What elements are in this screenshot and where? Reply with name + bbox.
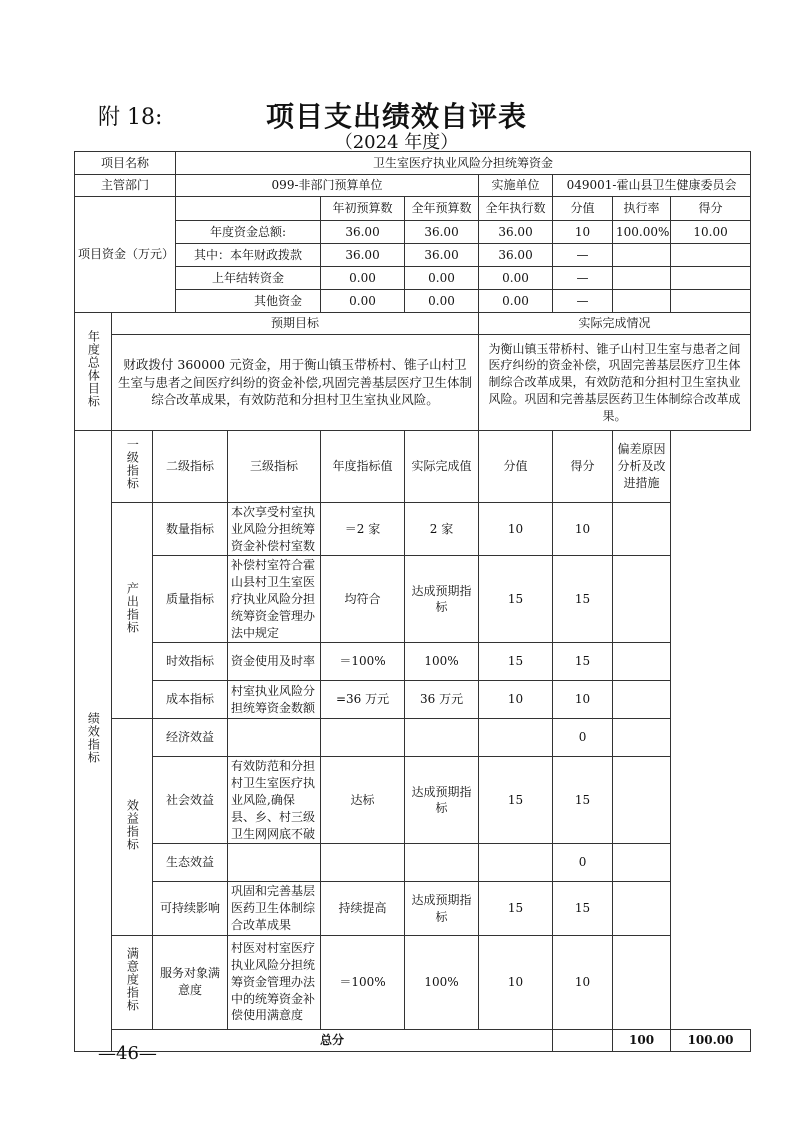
funds-cell xyxy=(671,244,751,267)
target-cell: ＝2 家 xyxy=(321,503,405,556)
funds-cell: 0.00 xyxy=(321,267,405,290)
actual-cell: 2 家 xyxy=(405,503,479,556)
level3-cell: 村室执业风险分担统筹资金数额 xyxy=(228,681,321,719)
actual-goal: 为衡山镇玉带桥村、锥子山村卫生室与患者之间医疗纠纷的资金补偿，巩固完善基层医疗卫生体制综合改革成果，有效防范和分担村卫生室执业风险。巩固和完善基层医药卫生体制综合改革成果。 xyxy=(479,335,751,431)
funds-cell xyxy=(613,244,671,267)
level3-cell: 村医对村室医疗执业风险分担统筹资金管理办法中的统筹资金补偿使用满意度 xyxy=(228,935,321,1029)
note-cell xyxy=(613,556,671,643)
actual-cell: 36 万元 xyxy=(405,681,479,719)
target-cell: 达标 xyxy=(321,757,405,844)
indicator-row xyxy=(75,681,751,719)
got-cell: 15 xyxy=(553,757,613,844)
page-title: 项目支出绩效自评表 xyxy=(265,100,527,133)
funds-cell xyxy=(613,267,671,290)
indicator-header: 年度指标值 xyxy=(321,431,405,503)
funds-header: 年初预算数 xyxy=(321,197,405,221)
level3-cell: 巩固和完善基层医药卫生体制综合改革成果 xyxy=(228,882,321,935)
funds-cell: 0.00 xyxy=(321,290,405,313)
funds-cell: 0.00 xyxy=(405,290,479,313)
indicator-header xyxy=(112,431,153,503)
goals-row xyxy=(75,335,751,431)
note-cell xyxy=(613,503,671,556)
goals-label-text: 年度总体目标 xyxy=(86,330,101,409)
total-label: 总分 xyxy=(112,1029,553,1051)
indicator-row xyxy=(75,844,751,882)
level2-cell: 服务对象满意度 xyxy=(153,935,228,1029)
level2-cell: 社会效益 xyxy=(153,757,228,844)
funds-cell: 36.00 xyxy=(321,221,405,244)
level1-text: 产出指标 xyxy=(125,582,140,635)
actual-cell: 达成预期指标 xyxy=(405,556,479,643)
level1-text: 效益指标 xyxy=(125,798,140,851)
level3-cell: 资金使用及时率 xyxy=(228,643,321,681)
indicators-label xyxy=(75,431,112,1052)
funds-header: 得分 xyxy=(671,197,751,221)
score-cell: 15 xyxy=(479,757,553,844)
score-cell: 15 xyxy=(479,882,553,935)
note-cell xyxy=(613,719,671,757)
actual-cell: 100% xyxy=(405,935,479,1029)
funds-header: 全年执行数 xyxy=(479,197,553,221)
level2-cell: 时效指标 xyxy=(153,643,228,681)
target-cell: ＝100% xyxy=(321,643,405,681)
project-name-label: 项目名称 xyxy=(75,152,176,175)
indicator-row xyxy=(75,882,751,935)
indicator-header-row xyxy=(75,431,751,503)
funds-cell: 36.00 xyxy=(405,221,479,244)
target-cell: =36 万元 xyxy=(321,681,405,719)
indicator-header: 实际完成值 xyxy=(405,431,479,503)
actual-cell: 达成预期指标 xyxy=(405,882,479,935)
funds-cell: 10.00 xyxy=(671,221,751,244)
indicator-header: 分值 xyxy=(479,431,553,503)
actual-label: 实际完成情况 xyxy=(479,313,751,335)
note-cell xyxy=(613,935,671,1029)
funds-row-name: 其中：本年财政拨款 xyxy=(176,244,321,267)
funds-row-name: 其他资金 xyxy=(176,290,321,313)
indicator-header: 得分 xyxy=(553,431,613,503)
funds-header: 全年预算数 xyxy=(405,197,479,221)
level2-cell: 可持续影响 xyxy=(153,882,228,935)
indicator-header-text: 一级指标 xyxy=(125,438,140,491)
total-score: 100 xyxy=(613,1029,671,1051)
got-cell: 15 xyxy=(553,643,613,681)
impl-value: 049001-霍山县卫生健康委员会 xyxy=(553,175,751,197)
total-got: 100.00 xyxy=(671,1029,751,1051)
actual-cell xyxy=(405,719,479,757)
indicator-header: 三级指标 xyxy=(228,431,321,503)
funds-header: 分值 xyxy=(553,197,613,221)
funds-row xyxy=(75,244,751,267)
level1-text: 满意度指标 xyxy=(125,947,140,1013)
indicator-row xyxy=(75,503,751,556)
score-cell: 10 xyxy=(479,935,553,1029)
expected-goal: 财政拨付 360000 元资金，用于衡山镇玉带桥村、锥子山村卫生室与患者之间医疗纠纷的资金补偿,巩固完善基层医疗卫生体制综合改革成果，有效防范和分担村卫生室执业风险。 xyxy=(112,335,479,431)
level1-cell xyxy=(112,935,153,1029)
funds-cell: 0.00 xyxy=(479,290,553,313)
funds-header-blank xyxy=(176,197,321,221)
appendix-label: 附 18: xyxy=(98,105,163,130)
level3-cell: 有效防范和分担村卫生室医疗执业风险,确保县、乡、村三级卫生网网底不破 xyxy=(228,757,321,844)
actual-cell: 100% xyxy=(405,643,479,681)
indicators-label-text: 绩效指标 xyxy=(86,712,101,765)
level2-cell: 经济效益 xyxy=(153,719,228,757)
indicator-header: 二级指标 xyxy=(153,431,228,503)
actual-cell: 达成预期指标 xyxy=(405,757,479,844)
funds-cell: — xyxy=(553,267,613,290)
dept-label: 主管部门 xyxy=(75,175,176,197)
funds-row-name: 上年结转资金 xyxy=(176,267,321,290)
page-subtitle: （2024 年度） xyxy=(334,132,459,153)
funds-cell: 10 xyxy=(553,221,613,244)
funds-row xyxy=(75,290,751,313)
total-actual xyxy=(553,1029,613,1051)
funds-row xyxy=(75,221,751,244)
level2-cell: 质量指标 xyxy=(153,556,228,643)
got-cell: 15 xyxy=(553,556,613,643)
funds-cell: 100.00% xyxy=(613,221,671,244)
actual-cell xyxy=(405,844,479,882)
dept-row xyxy=(75,175,751,197)
got-cell: 10 xyxy=(553,935,613,1029)
level1-cell xyxy=(112,503,153,719)
level2-cell: 成本指标 xyxy=(153,681,228,719)
level3-cell xyxy=(228,719,321,757)
indicator-row xyxy=(75,719,751,757)
score-cell: 10 xyxy=(479,681,553,719)
expected-label: 预期目标 xyxy=(112,313,479,335)
indicator-row xyxy=(75,757,751,844)
note-cell xyxy=(613,643,671,681)
note-cell xyxy=(613,882,671,935)
page-number: —46— xyxy=(98,1043,157,1064)
goals-label xyxy=(75,313,112,431)
funds-cell xyxy=(613,290,671,313)
funds-label-text: 项目资金（万元） xyxy=(78,247,175,262)
funds-row xyxy=(75,267,751,290)
got-cell: 0 xyxy=(553,719,613,757)
impl-label: 实施单位 xyxy=(479,175,553,197)
funds-header: 执行率 xyxy=(613,197,671,221)
note-cell xyxy=(613,681,671,719)
target-cell: ＝100% xyxy=(321,935,405,1029)
funds-cell: 0.00 xyxy=(479,267,553,290)
score-cell xyxy=(479,844,553,882)
indicator-row xyxy=(75,556,751,643)
funds-cell: 36.00 xyxy=(479,221,553,244)
funds-cell: — xyxy=(553,244,613,267)
score-cell: 15 xyxy=(479,643,553,681)
level1-cell xyxy=(112,719,153,935)
project-name: 卫生室医疗执业风险分担统筹资金 xyxy=(176,152,751,175)
funds-cell: — xyxy=(553,290,613,313)
funds-cell: 36.00 xyxy=(321,244,405,267)
funds-cell: 36.00 xyxy=(479,244,553,267)
funds-cell: 36.00 xyxy=(405,244,479,267)
target-cell xyxy=(321,719,405,757)
total-row xyxy=(75,1029,751,1051)
level2-cell: 生态效益 xyxy=(153,844,228,882)
level3-cell xyxy=(228,844,321,882)
level3-cell: 补偿村室符合霍山县村卫生室医疗执业风险分担 统筹资金管理办法中规定 xyxy=(228,556,321,643)
note-cell xyxy=(613,844,671,882)
target-cell: 持续提高 xyxy=(321,882,405,935)
dept-value: 099-非部门预算单位 xyxy=(176,175,479,197)
got-cell: 10 xyxy=(553,503,613,556)
funds-row-name: 年度资金总额: xyxy=(176,221,321,244)
funds-label xyxy=(75,197,176,313)
level2-cell: 数量指标 xyxy=(153,503,228,556)
target-cell: 均符合 xyxy=(321,556,405,643)
indicator-header: 偏差原因分析及改进措施 xyxy=(613,431,671,503)
funds-cell: 0.00 xyxy=(405,267,479,290)
indicator-row xyxy=(75,643,751,681)
level3-cell: 本次享受村室执业风险分担统筹资金补偿村室数 xyxy=(228,503,321,556)
project-name-row xyxy=(75,152,751,175)
target-cell xyxy=(321,844,405,882)
score-cell xyxy=(479,719,553,757)
indicator-row xyxy=(75,935,751,1029)
note-cell xyxy=(613,757,671,844)
got-cell: 0 xyxy=(553,844,613,882)
goals-header-row xyxy=(75,313,751,335)
funds-cell xyxy=(671,267,751,290)
score-cell: 10 xyxy=(479,503,553,556)
funds-header-row xyxy=(75,197,751,221)
got-cell: 15 xyxy=(553,882,613,935)
funds-cell xyxy=(671,290,751,313)
score-cell: 15 xyxy=(479,556,553,643)
evaluation-table xyxy=(74,151,751,1052)
got-cell: 10 xyxy=(553,681,613,719)
